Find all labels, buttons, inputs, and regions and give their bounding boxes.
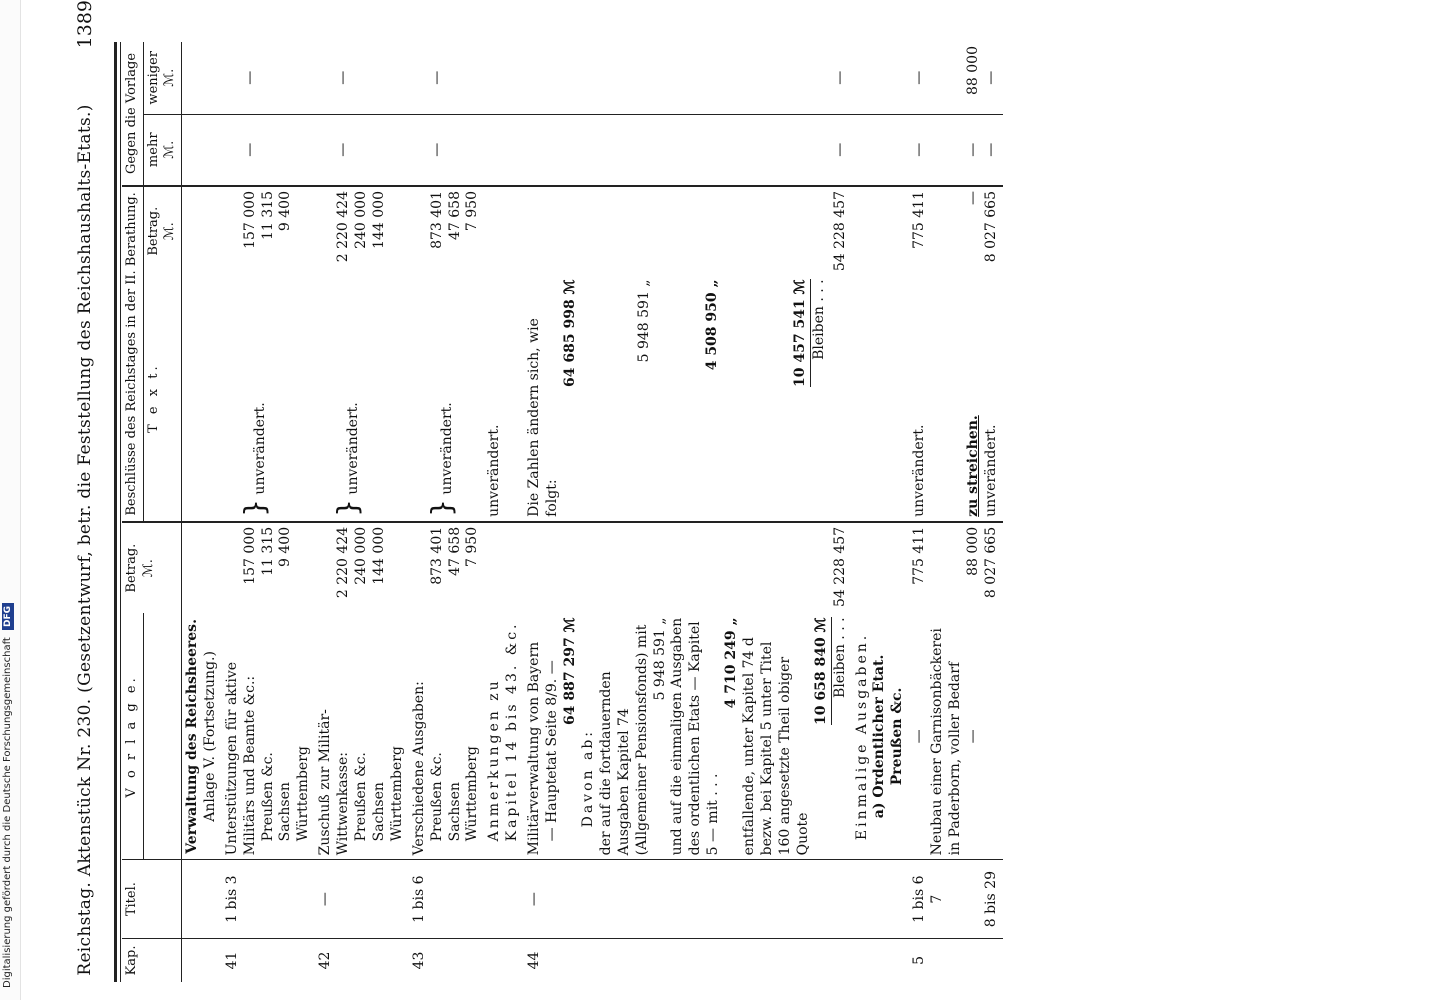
mehr-value: — — [241, 142, 258, 157]
page-title: Reichstag. Aktenstück Nr. 230. (Gesetzentwurf, betr. die Feststellung des Reichshaushalts-Etats.) — [75, 104, 95, 976]
amount-value: 144 000 — [370, 526, 387, 585]
mehr-cell — [909, 114, 1003, 186]
amount2-cell — [222, 186, 316, 275]
col-header-betrag — [122, 522, 181, 614]
amount-cell — [909, 522, 1003, 614]
text-value: zu streichen. — [964, 415, 981, 517]
amount2-value: 144 000 — [370, 191, 387, 249]
davon-amount: 5 948 591 „ — [651, 617, 668, 701]
amount-value: 8 027 665 — [982, 526, 999, 599]
text-value: unverändert. — [911, 424, 928, 517]
einmalig-amount: 4 710 249 „ — [723, 617, 740, 709]
bleiben-amount: 54 228 457 — [831, 526, 848, 608]
bleiben-label: Bleiben . . . — [831, 617, 848, 698]
text-cell — [222, 275, 316, 521]
mehr-label: mehr — [145, 132, 161, 168]
budget-table — [122, 42, 1003, 982]
col-subheader-vorlage — [143, 613, 181, 859]
table-row — [524, 42, 851, 982]
table-row — [852, 42, 910, 982]
weniger-cell — [222, 42, 316, 114]
desc-cell — [909, 613, 1003, 859]
titel-cell — [909, 860, 1003, 939]
amount2-value: 11 315 — [259, 191, 276, 240]
amount-cell — [524, 522, 851, 614]
einmalig-text: und auf die einmaligen Ausgaben des ordentlichen Etats — Kapitel 5 — mit . . . — [669, 617, 722, 856]
amount2-value: 7 950 — [464, 191, 481, 232]
desc-cell — [315, 613, 409, 859]
text-value: unverändert. — [251, 402, 268, 495]
text-einmalig-amount: 4 508 950 „ — [703, 279, 720, 371]
einmalig-sub2: Preußen &c. — [889, 687, 906, 786]
weniger-value: — — [335, 70, 352, 85]
weniger-value: — — [831, 70, 848, 85]
sum-amount: 10 658 840 ℳ — [813, 617, 832, 725]
item-label: Sachsen — [370, 782, 387, 842]
page-number: 1389 — [74, 0, 96, 49]
davon-ab-label: Davon ab: — [579, 728, 596, 828]
item-label: Württemberg — [388, 746, 405, 842]
titel-cell: 1 bis 6 — [409, 860, 485, 939]
amount2-value: 47 658 — [446, 191, 463, 240]
item-label: Sachsen — [277, 782, 294, 842]
table-subheader-row — [143, 42, 181, 982]
brace-icon: } — [237, 499, 271, 517]
einmalig-sub: a) Ordentlicher Etat. — [871, 654, 888, 819]
desc-value: Neubau einer Garnisonbäckerei in Paderborn, voller Bedarf — [929, 628, 964, 856]
text-cell — [409, 275, 485, 521]
text-amount: 64 685 998 ℳ — [562, 279, 578, 387]
amount-cell — [409, 522, 485, 614]
kap-cell: 42 — [315, 938, 409, 982]
amount2-value: 9 400 — [277, 191, 294, 232]
header-rule-thin — [120, 42, 121, 982]
mehr-cell — [409, 114, 485, 186]
table-row — [484, 42, 524, 982]
amount-value: 873 401 — [428, 526, 445, 585]
amount2-value: 157 000 — [241, 191, 258, 249]
betrag2-label: Betrag. — [145, 206, 161, 256]
mehr-value: — — [335, 142, 352, 157]
desc-cell — [222, 613, 316, 859]
titel-cell: — — [315, 860, 409, 939]
amount2-value: 240 000 — [353, 191, 370, 249]
item-label: Sachsen — [446, 782, 463, 842]
desc-line: — Hauptetat Seite 8/9. — — [544, 660, 561, 842]
text-sum-amount: 10 457 541 ℳ — [792, 279, 811, 387]
mehr-value: — — [911, 142, 928, 157]
entfallende-text: entfallende, unter Kapitel 74 d bezw. bei Kapitel 5 unter Titel 160 angesetzte Theil obiger Quote — [741, 637, 811, 856]
text-line: Die Zahlen ändern sich, wie folgt: — [526, 318, 561, 517]
desc-line: Militärverwaltung von Bayern — [526, 641, 543, 856]
bleiben-amount2: 54 228 457 — [831, 191, 848, 272]
text-value: unverändert. — [438, 402, 455, 495]
desc-text: Unterstützungen für aktive Militärs und Beamte &c.: — [223, 661, 258, 856]
text-cell — [909, 275, 1003, 521]
table-header-row — [122, 42, 143, 982]
notes-text-cell — [484, 275, 524, 521]
amount2-cell — [409, 186, 485, 275]
desc-cell — [524, 613, 851, 859]
desc-value: — — [964, 729, 981, 744]
text-davon-amount: 5 948 591 „ — [635, 279, 652, 363]
text-cell — [524, 275, 851, 521]
text-cell — [315, 275, 409, 521]
mehr-cell — [315, 114, 409, 186]
weniger-label: weniger — [145, 50, 161, 105]
titel-value: 8 bis 29 — [982, 871, 999, 928]
desc-value: — — [911, 729, 928, 744]
weniger-value: — — [241, 70, 258, 85]
amount-value: 240 000 — [353, 526, 370, 585]
mehr-value: — — [982, 142, 999, 157]
titel-value: 1 bis 6 — [911, 875, 928, 923]
amount-value: 7 950 — [464, 526, 481, 567]
col-header-kap: Kap. — [122, 938, 181, 982]
amount-value: 88 000 — [964, 526, 981, 576]
amount2-cell — [315, 186, 409, 275]
table-row — [315, 42, 409, 982]
item-label: Preußen &c. — [259, 752, 276, 842]
amount-value: 2 220 424 — [335, 526, 352, 599]
amount-value: 157 000 — [241, 526, 258, 585]
amount-cell — [222, 522, 316, 614]
section-heading — [181, 613, 221, 859]
item-label: Preußen &c. — [428, 752, 445, 842]
mehr-value: — — [428, 142, 445, 157]
item-label: Preußen &c. — [353, 752, 370, 842]
amount2-cell — [909, 186, 1003, 275]
titel-cell: 1 bis 3 — [222, 860, 316, 939]
dfg-logo: DFG — [2, 603, 14, 630]
digitization-credit — [2, 603, 14, 988]
weniger-cell — [524, 42, 851, 114]
table-row — [222, 42, 316, 982]
col-header-mehr — [143, 114, 181, 186]
betrag-unit: ℳ. — [140, 559, 156, 578]
weniger-value: — — [428, 70, 445, 85]
page-header — [68, 0, 102, 1000]
desc-cell — [409, 613, 485, 859]
weniger-value: — — [982, 70, 999, 85]
desc-text: Zuschuß zur Militär-Wittwenkasse: — [317, 709, 352, 856]
betrag2-unit: ℳ. — [162, 222, 178, 241]
credit-text: Digitalisierung gefördert durch die Deutsche Forschungsgemeinschaft — [2, 637, 13, 988]
mehr-value: — — [964, 142, 981, 157]
desc-text: Verschiedene Ausgaben: — [410, 681, 427, 856]
col-header-gegen-vorlage: Gegen die Vorlage — [122, 42, 143, 186]
titel-cell: — — [524, 860, 851, 939]
notes-value: unverändert. — [486, 424, 503, 517]
kap-cell: 44 — [524, 938, 851, 982]
amount2-value: 8 027 665 — [982, 191, 999, 263]
notes-cell — [484, 613, 524, 859]
header-rule — [114, 42, 117, 982]
amount2-value: 2 220 424 — [335, 191, 352, 263]
amount-cell — [315, 522, 409, 614]
weniger-cell — [315, 42, 409, 114]
text-value: unverändert. — [345, 402, 362, 495]
weniger-cell — [909, 42, 1003, 114]
table-row — [409, 42, 485, 982]
titel-value: 7 — [929, 894, 946, 904]
weniger-value: — — [911, 70, 928, 85]
kap-cell: 43 — [409, 938, 485, 982]
item-label: Württemberg — [295, 746, 312, 842]
section-subtitle: Anlage V. (Fortsetzung.) — [201, 651, 218, 822]
col-header-beschluesse: Beschlüsse des Reichstages in der II. Berathung. — [122, 186, 143, 522]
amount-value: 11 315 — [259, 526, 276, 576]
amount-value: 9 400 — [277, 526, 294, 567]
mehr-value: — — [831, 142, 848, 157]
document-page — [58, 0, 1378, 1000]
table-row — [181, 42, 221, 982]
text-bleiben-label: Bleiben . . . — [810, 279, 827, 360]
kap-cell: 5 — [909, 938, 1003, 982]
davon-text: der auf die fortdauernden Ausgaben Kapitel 74 (Allgemeiner Pensionsfonds) mit — [597, 624, 650, 856]
einmalig-heading — [852, 613, 910, 859]
col-header-text: T e x t. — [143, 275, 181, 521]
amount-value: 47 658 — [446, 526, 463, 576]
kap-cell: 41 — [222, 938, 316, 982]
weniger-value: 88 000 — [964, 46, 981, 95]
text-value: unverändert. — [982, 424, 999, 517]
amount-value: 775 411 — [911, 526, 928, 585]
einmalig-title: Einmalige Ausgaben. — [853, 632, 870, 841]
weniger-cell — [409, 42, 485, 114]
betrag-label: Betrag. — [124, 543, 139, 593]
amount2-value: 775 411 — [911, 191, 928, 249]
brace-icon: } — [331, 499, 365, 517]
mehr-cell — [524, 114, 851, 186]
col-header-titel: Titel. — [122, 860, 181, 939]
mehr-cell — [222, 114, 316, 186]
col-header-betrag2 — [143, 186, 181, 275]
col-header-vorlage: V o r l a g e. — [122, 613, 143, 859]
section-title: Verwaltung des Reichsheeres. — [183, 619, 200, 854]
item-label: Württemberg — [464, 746, 481, 842]
mehr-unit: ℳ. — [162, 140, 178, 159]
amount2-value: 873 401 — [428, 191, 445, 249]
col-header-weniger — [143, 42, 181, 114]
table-row — [909, 42, 1003, 982]
desc-amount: 64 887 297 ℳ — [562, 617, 578, 725]
brace-icon: } — [424, 499, 458, 517]
amount2-value: — — [964, 191, 981, 205]
notes-text: Anmerkungen zu Kapitel 14 bis 43. &c. — [486, 621, 521, 842]
weniger-unit: ℳ. — [162, 68, 178, 87]
amount2-cell — [524, 186, 851, 275]
